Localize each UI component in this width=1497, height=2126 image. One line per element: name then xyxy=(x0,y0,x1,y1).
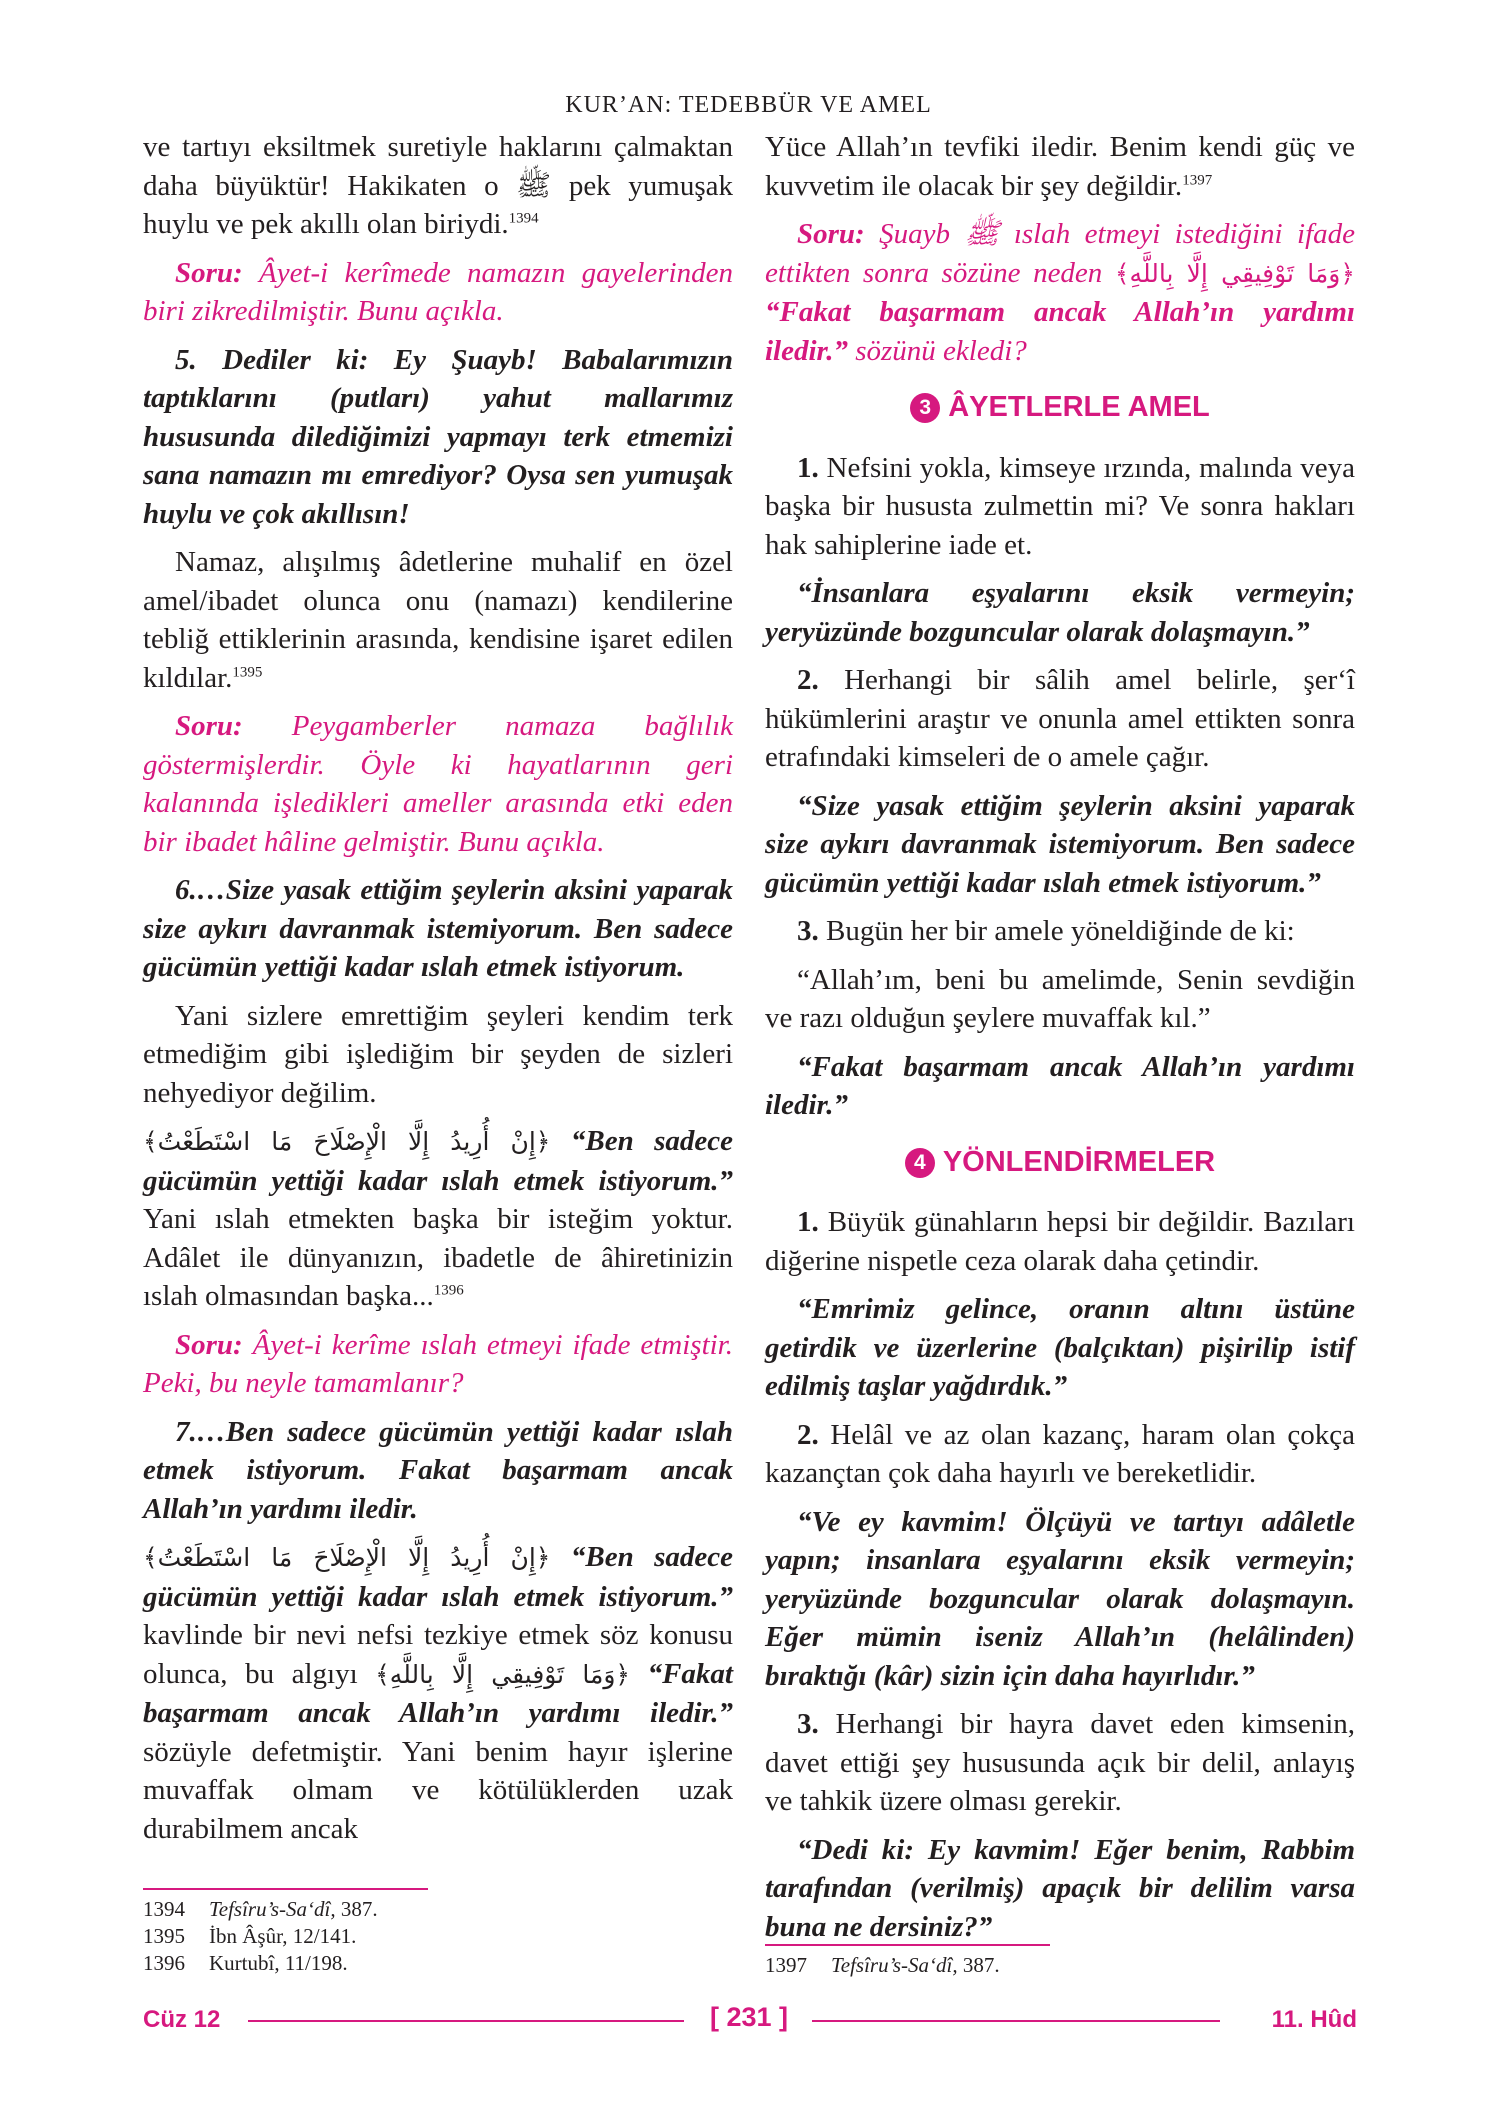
arabic-verse: ﴿وَمَا تَوْفِيقِي إِلَّا بِاللَّهِ﴾ xyxy=(375,1659,631,1689)
paragraph: ve tartıyı eksiltmek suretiyle haklarını çalmaktan daha büyüktür! Hakikaten o ﷺ pek yumuşak huylu ve pek akıllı olan biriydi.$^{1394}$ xyxy=(143,131,733,240)
page-footer xyxy=(0,2002,1497,2040)
paragraph: 1. Nefsini yokla, kimseye ırzında, malında veya başka bir hususta zulmettin mi? Ve sonra hakları hak sahiplerine iade et. xyxy=(765,451,1356,561)
paragraph: 2. Herhangi bir sâlih amel belirle, şer‘î hükümlerini araştır ve onunla amel ettikten sonra etrafındaki kimseleri de o amele çağır. xyxy=(765,664,1355,773)
question: Soru: Âyet-i kerîmede namazın gayelerinden biri zikredilmiştir. Bunu açıkla. xyxy=(143,256,733,327)
footnote: 1394 Tefsîru’s-Sa‘dî, 387. xyxy=(143,1897,378,1921)
footnotes-left xyxy=(143,1896,733,1977)
footnote-ref[interactable]: 1394 xyxy=(508,210,539,227)
question-label: Soru: xyxy=(175,1328,243,1361)
question-label: Soru: xyxy=(797,218,865,250)
section-heading-ayetlerle-amel: 3 ÂYETLERLE AMEL xyxy=(765,388,1355,427)
verse-quote: “Ve ey kavmim! Ölçüyü ve tartıyı adâletle yapın; insanlara eşyalarını eksik vermeyin; yeryüzünde bozguncular olarak dolaşmayın. Eğer mümin iseniz Allah’ın (helâlinden) bıraktığı (kâr) sizin için daha hayırlıdır.” xyxy=(765,1505,1355,1692)
footnote: 1395 İbn Âşûr, 12/141. xyxy=(143,1924,357,1948)
question-label: Soru: xyxy=(175,710,243,742)
verse-quote: “Emrimiz gelince, oranın altını üstüne getirdik ve üzerlerine (balçıktan) pişirilip istif edilmiş taşlar yağdırdık.” xyxy=(765,1293,1355,1402)
question: Soru: Peygamberler namaza bağlılık göstermişlerdir. Öyle ki hayatlarının geri kalanında işledikleri ameller arasında etki eden bir ibadet hâline gelmiştir. Bunu açıkla. xyxy=(143,710,733,858)
footnote: 1397 Tefsîru’s-Sa‘dî, 387. xyxy=(765,1953,1000,1977)
sura-label: 11. Hûd xyxy=(1271,2006,1357,2033)
prayer-text: “Allah’ım, beni bu amelimde, Senin sevdiğin ve razı olduğun şeylere muvaffak kıl.” xyxy=(765,963,1355,1034)
arabic-verse: ﴿إِنْ أُرِيدُ إِلَّا الْإِصْلَاحَ مَا اسْتَطَعْتُ﴾ xyxy=(143,1127,551,1156)
right-column xyxy=(765,128,1355,1956)
arabic-verse: ﴿وَمَا تَوْفِيقِي إِلَّا بِاللَّهِ﴾ xyxy=(1114,258,1355,288)
footer-rule xyxy=(812,2020,1220,2022)
verse-translation: 5. Dediler ki: Ey Şuayb! Babalarımızın taptıklarını (putları) yahut mallarımız hususunda dilediğimizi yapmayı terk etmemizi sana namazın mı emrediyor? Oysa sen yumuşak huylu ve çok akıllısın! xyxy=(143,343,734,530)
section-number-badge: 4 xyxy=(905,1148,935,1178)
footnote-ref[interactable]: 1396 xyxy=(433,1282,464,1299)
question-label: Soru: xyxy=(175,256,243,289)
verse-quote: “Dedi ki: Ey kavmim! Eğer benim, Rabbim tarafından (verilmiş) apaçık bir delilim varsa buna ne dersiniz?” xyxy=(765,1833,1355,1943)
question: Soru: Şuayb ﷺ ıslah etmeyi istediğini ifade ettikten sonra sözüne neden ﴿وَمَا تَوْفِيقِي إِلَّا بِاللَّهِ﴾ “Fakat başarmam ancak Allah’ın yardımı iledir.” sözünü ekledi? xyxy=(765,218,1355,367)
page-number: [ 231 ] xyxy=(709,2002,789,2032)
running-header: KUR’AN: TEDEBBÜR VE AMEL xyxy=(565,92,932,118)
paragraph: Namaz, alışılmış âdetlerine muhalif en özel amel/ibadet olunca onu (namazı) kendilerine tebliğ ettiklerinin arasında, kendisine işaret edilen kıldılar.$^{1395}$ xyxy=(143,546,733,694)
section-heading-yonlendirmeler: 4 YÖNLENDİRMELER xyxy=(765,1143,1355,1182)
footer-rule xyxy=(248,2020,684,2022)
section-number-badge: 3 xyxy=(910,393,940,423)
footnote-ref[interactable]: 1397 xyxy=(1182,171,1213,188)
footnotes-right xyxy=(765,1952,1355,1979)
verse-quote: “Size yasak ettiğim şeylerin aksini yaparak size aykırı davranmak istemiyorum. Ben sadece gücümün yettiği kadar ıslah etmek istiyorum.” xyxy=(765,789,1355,899)
paragraph: 2. Helâl ve az olan kazanç, haram olan çokça kazançtan çok daha hayırlı ve bereketlidir. xyxy=(765,1418,1355,1489)
footnote-divider xyxy=(765,1944,1050,1946)
footnote-divider xyxy=(143,1888,428,1890)
paragraph: Yüce Allah’ın tevfiki iledir. Benim kendi güç ve kuvvetim ile olacak bir şey değildir.$^{1397}$ xyxy=(765,131,1355,202)
left-column xyxy=(143,128,733,1858)
paragraph: Yani sizlere emrettiğim şeyleri kendim terk etmediğim gibi işlediğim bir şeyden de sizleri nehyediyor değilim. xyxy=(143,999,733,1109)
paragraph: 3. Herhangi bir hayra davet eden kimsenin, davet ettiği şey hususunda açık bir delil, anlayış ve tahkik üzere olması gerekir. xyxy=(765,1708,1356,1817)
paragraph: 1. Büyük günahların hepsi bir değildir. Bazıları diğerine nispetle ceza olarak daha çetindir. xyxy=(765,1206,1355,1277)
arabic-verse: ﴿إِنْ أُرِيدُ إِلَّا الْإِصْلَاحَ مَا اسْتَطَعْتُ﴾ xyxy=(143,1543,551,1572)
verse-translation: 6.…Size yasak ettiğim şeylerin aksini yaparak size aykırı davranmak istemiyorum. Ben sadece gücümün yettiği kadar ıslah etmek istiyorum. xyxy=(143,874,733,983)
paragraph: ﴿إِنْ أُرِيدُ إِلَّا الْإِصْلَاحَ مَا اسْتَطَعْتُ﴾ “Ben sadece gücümün yettiği kadar ıslah etmek istiyorum.” kavlinde bir nevi nefsi tezkiye etmek söz konusu olunca, bu algıyı ﴿وَمَا تَوْفِيقِي إِلَّا بِاللَّهِ﴾ “Fakat başarmam ancak Allah’ın yardımı iledir.” sözüyle defetmiştir. Yani benim hayır işlerine muvaffak olmam ve kötülüklerden uzak durabilmem ancak xyxy=(143,1541,734,1845)
verse-quote: “İnsanlara eşyalarını eksik vermeyin; yeryüzünde bozguncular olarak dolaşmayın.” xyxy=(765,577,1355,648)
footnote: 1396 Kurtubî, 11/198. xyxy=(143,1951,348,1975)
verse-translation: 7.…Ben sadece gücümün yettiği kadar ıslah etmek istiyorum. Fakat başarmam ancak Allah’ın yardımı iledir. xyxy=(143,1415,733,1525)
paragraph: 3. Bugün her bir amele yöneldiğinde de ki: xyxy=(797,915,1295,947)
question: Soru: Âyet-i kerîme ıslah etmeyi ifade etmiştir. Peki, bu neyle tamamlanır? xyxy=(143,1328,734,1399)
footnote-ref[interactable]: 1395 xyxy=(232,663,263,680)
verse-quote: “Fakat başarmam ancak Allah’ın yardımı iledir.” xyxy=(765,1050,1355,1121)
juz-label: Cüz 12 xyxy=(143,2006,221,2033)
paragraph: ﴿إِنْ أُرِيدُ إِلَّا الْإِصْلَاحَ مَا اسْتَطَعْتُ﴾ “Ben sadece gücümün yettiği kadar ıslah etmek istiyorum.” Yani ıslah etmekten başka bir isteğim yoktur. Adâlet ile dünyanızın, ibadetle de âhiretinizin ıslah olmasından başka...$^{1396}$ xyxy=(143,1125,734,1312)
